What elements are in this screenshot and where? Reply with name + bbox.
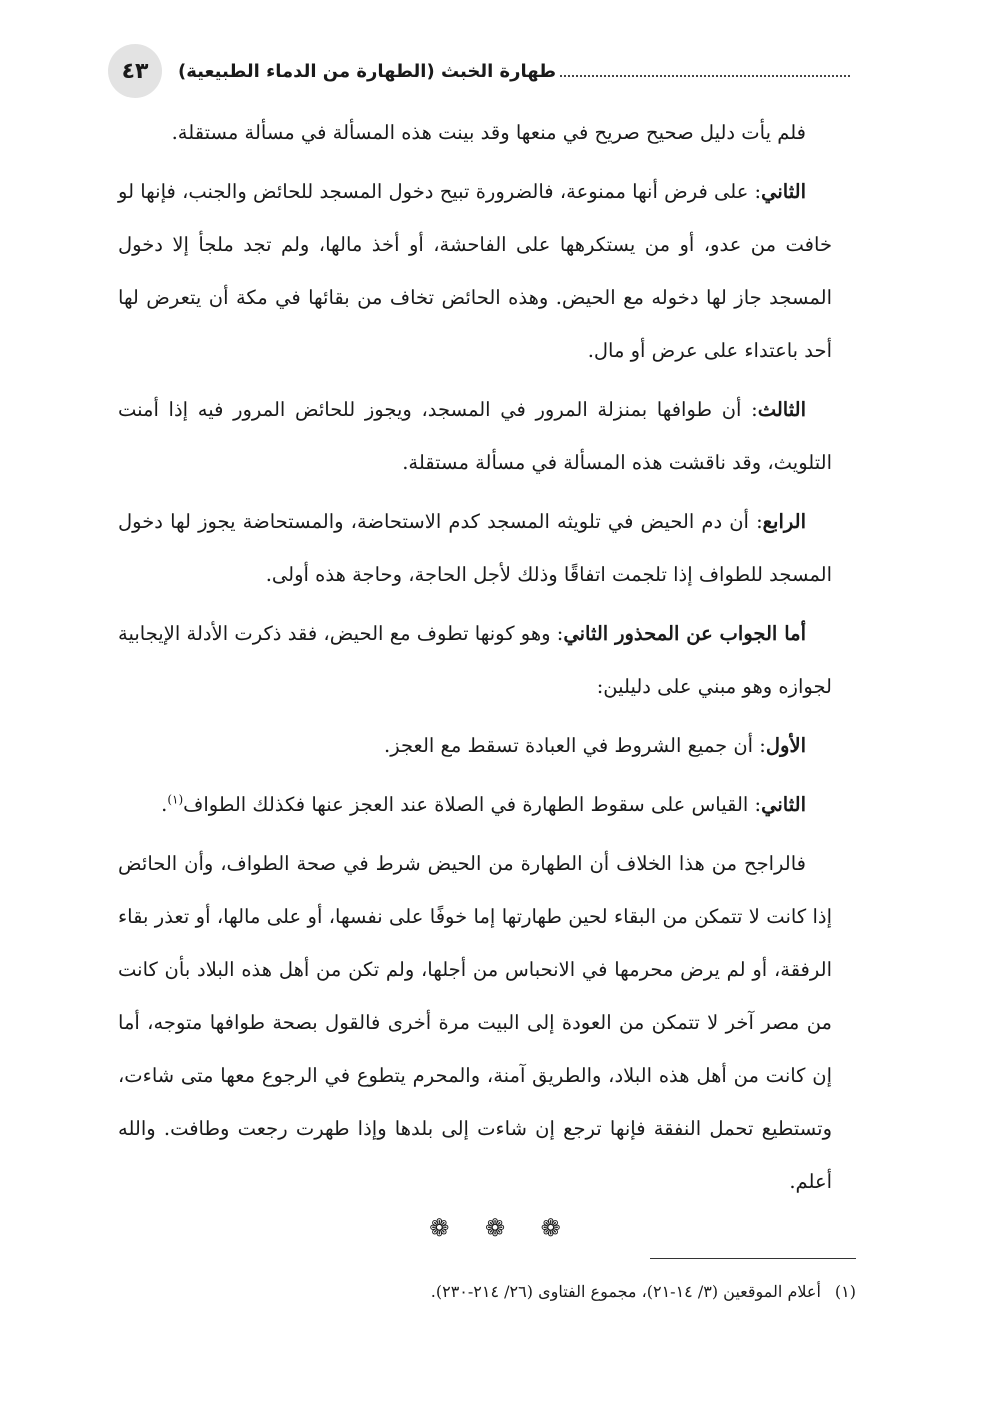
paragraph-lead: الثالث (757, 398, 806, 421)
paragraph-text: : القياس على سقوط الطهارة في الصلاة عند العجز عنها فكذلك الطواف (183, 793, 762, 816)
paragraph-7 (118, 778, 832, 831)
paragraph-text: : أن جميع الشروط في العبادة تسقط مع العجز. (384, 734, 766, 757)
paragraph-5 (118, 607, 832, 713)
paragraph-text: : أن طوافها بمنزلة المرور في المسجد، ويجوز للحائض المرور فيه إذا أمنت التلويث، وقد ناقشت هذه المسألة في مسألة مستقلة. (118, 398, 832, 474)
paragraph-lead: الرابع (762, 510, 806, 533)
paragraph-text: : على فرض أنها ممنوعة، فالضرورة تبيح دخول المسجد للحائض والجنب، فإنها لو خافت من عدو، أو من يستكرهها على الفاحشة، أو أخذ مالها، ولم تجد ملجأ إلا دخول المسجد جاز لها دخوله مع الحيض. وهذه الحائض تخاف من بقائها في مكة أن يتعرض لها أحد باعتداء على عرض أو مال. (118, 180, 832, 362)
paragraph-4 (118, 495, 832, 601)
paragraph-text: : وهو كونها تطوف مع الحيض، فقد ذكرت الأدلة الإيجابية لجوازه وهو مبني على دليلين: (118, 622, 832, 698)
paragraph-text: فلم يأت دليل صحيح صريح في منعها وقد بينت هذه المسألة في مسألة مستقلة. (171, 121, 806, 144)
page-header (108, 44, 850, 98)
main-text (118, 106, 832, 1214)
footnote-separator (650, 1258, 856, 1259)
paragraph-2 (118, 165, 832, 377)
paragraph-text: فالراجح من هذا الخلاف أن الطهارة من الحيض شرط في صحة الطواف، وأن الحائض إذا كانت لا تتمكن من البقاء لحين طهارتها إما خوفًا على نفسها، أو على مالها، أو تعذر بقاء الرفقة، أو لم يرض محرمها في الانحباس من أجلها، ولم تكن من أهل هذه البلاد بأن كانت من مصر آخر لا تتمكن من العودة إلى البيت مرة أخرى فالقول بصحة طوافها متوجه، أما إن كانت من أهل هذه البلاد، والطريق آمنة، والمحرم يتطوع في الرجوع معها متى شاءت، وتستطيع تحمل النفقة فإنها ترجع إن شاءت إلى بلدها وإذا طهرت رجعت وطافت. والله أعلم. (118, 852, 832, 1193)
paragraph-lead: الثاني (761, 793, 806, 816)
paragraph-lead: أما الجواب عن المحذور الثاني (563, 622, 807, 645)
paragraph-tail: . (161, 793, 168, 816)
page-number: ٤٣ (108, 44, 162, 98)
footnote (216, 1276, 856, 1308)
paragraph-lead: الأول (765, 734, 806, 757)
section-divider-ornament: ❁ ❁ ❁ (429, 1214, 575, 1242)
paragraph-6 (118, 719, 832, 772)
dotted-leader (560, 75, 850, 77)
footnote-reference[interactable]: (١) (167, 792, 184, 807)
paragraph-lead: الثاني (761, 180, 806, 203)
running-title: طهارة الخبث (الطهارة من الدماء الطبيعية) (178, 60, 557, 82)
paragraph-8 (118, 837, 832, 1208)
footnote-number: (١) (834, 1282, 856, 1301)
footnote-text: أعلام الموقعين (٣/ ١٤-٢١)، مجموع الفتاوى (٢٦/ ٢١٤-٢٣٠). (430, 1282, 821, 1301)
paragraph-3 (118, 383, 832, 489)
paragraph-text: : أن دم الحيض في تلويثه المسجد كدم الاستحاضة، والمستحاضة يجوز لها دخول المسجد للطواف إذا تلجمت اتفاقًا وذلك لأجل الحاجة، وحاجة هذه أولى. (118, 510, 832, 586)
paragraph-1 (118, 106, 832, 159)
running-head (172, 44, 850, 98)
